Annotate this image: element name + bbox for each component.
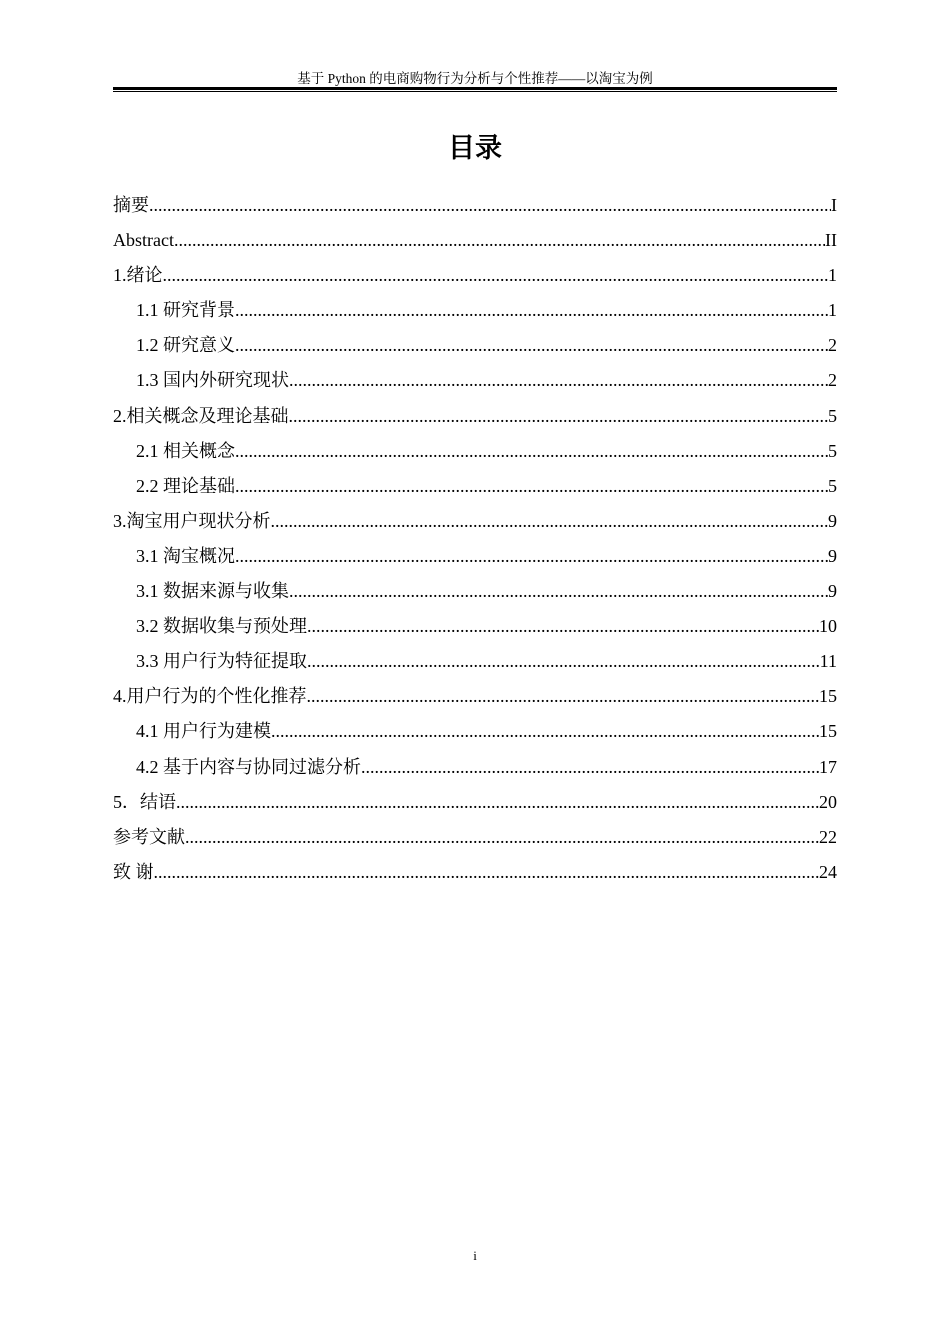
toc-entry-label: 2.2 理论基础 <box>136 475 235 496</box>
toc-entry[interactable] <box>113 509 837 544</box>
toc-entry-page: I <box>831 195 837 215</box>
toc-entry-page: 22 <box>819 826 837 847</box>
toc-entry-label: 3.1 淘宝概况 <box>136 545 235 566</box>
dot-leader <box>149 193 831 218</box>
toc-entry[interactable] <box>113 790 837 825</box>
toc-entry[interactable] <box>113 193 837 228</box>
dot-leader <box>289 368 828 393</box>
dot-leader <box>271 719 819 744</box>
toc-entry-label: 3.淘宝用户现状分析 <box>113 510 271 531</box>
toc-entry-label: 2.相关概念及理论基础 <box>113 405 289 426</box>
toc-entry[interactable] <box>113 368 837 403</box>
toc-entry-label: 致 谢 <box>113 861 154 882</box>
toc-entry[interactable] <box>113 719 837 754</box>
toc-entry-label: Abstract <box>113 230 174 251</box>
toc-entry-page: 1 <box>828 300 837 321</box>
toc-entry[interactable] <box>113 614 837 649</box>
toc-entry-page: 5 <box>828 475 837 496</box>
toc-entry-label: 3.1 数据来源与收集 <box>136 581 289 602</box>
toc-entry-label: 4.2 基于内容与协同过滤分析 <box>136 756 361 777</box>
dot-leader <box>307 684 820 709</box>
toc-entry-label: 1.2 研究意义 <box>136 335 235 356</box>
toc-entry-page: 5 <box>828 440 837 461</box>
header-rule-thick <box>113 87 837 90</box>
toc-entry-page: 20 <box>819 791 837 812</box>
dot-leader <box>185 825 819 850</box>
toc-entry-page: 5 <box>828 405 837 426</box>
toc-entry-page: 24 <box>819 861 837 882</box>
toc-entry[interactable] <box>113 474 837 509</box>
toc-entry[interactable] <box>113 579 837 614</box>
dot-leader <box>289 579 828 604</box>
page-number: i <box>473 1248 477 1263</box>
toc-entry[interactable] <box>113 860 837 895</box>
running-header: 基于 Python 的电商购物行为分析与个性推荐——以淘宝为例 <box>297 71 653 86</box>
dot-leader <box>235 544 828 569</box>
dot-leader <box>235 298 828 323</box>
toc-entry[interactable] <box>113 333 837 368</box>
toc-entry-label: 3.3 用户行为特征提取 <box>136 651 307 672</box>
dot-leader <box>174 228 825 253</box>
dot-leader <box>289 404 829 429</box>
table-of-contents <box>113 193 837 895</box>
toc-entry[interactable] <box>113 544 837 579</box>
toc-entry-page: 15 <box>819 686 837 707</box>
dot-leader <box>361 755 819 780</box>
toc-entry[interactable] <box>113 755 837 790</box>
toc-entry[interactable] <box>113 649 837 684</box>
dot-leader <box>307 614 819 639</box>
toc-entry-page: 17 <box>819 756 837 777</box>
toc-entry[interactable] <box>113 263 837 298</box>
toc-entry-label: 摘要 <box>113 195 149 215</box>
toc-entry-label: 1.绪论 <box>113 265 163 286</box>
toc-entry-page: 2 <box>828 370 837 391</box>
toc-entry-page: 9 <box>828 545 837 566</box>
dot-leader <box>163 263 829 288</box>
toc-entry-label: 3.2 数据收集与预处理 <box>136 616 307 637</box>
dot-leader <box>154 860 820 885</box>
dot-leader <box>235 474 828 499</box>
dot-leader <box>307 649 820 674</box>
dot-leader <box>271 509 829 534</box>
toc-entry-label: 4.用户行为的个性化推荐 <box>113 686 307 707</box>
toc-entry-label: 1.1 研究背景 <box>136 300 235 321</box>
toc-entry-page: 11 <box>819 651 837 672</box>
header-rule-thin <box>113 91 837 92</box>
toc-entry-label: 参考文献 <box>113 826 185 847</box>
toc-entry-label: 1.3 国内外研究现状 <box>136 370 289 391</box>
toc-entry[interactable] <box>113 684 837 719</box>
toc-entry-label: 4.1 用户行为建模 <box>136 721 271 742</box>
page-title: 目录 <box>448 133 502 164</box>
toc-entry-page: 9 <box>828 510 837 531</box>
toc-entry[interactable] <box>113 404 837 439</box>
toc-entry[interactable] <box>113 439 837 474</box>
dot-leader <box>176 790 819 815</box>
toc-entry-label: 2.1 相关概念 <box>136 440 235 461</box>
toc-entry[interactable] <box>113 825 837 860</box>
dot-leader <box>235 333 828 358</box>
toc-entry[interactable] <box>113 298 837 333</box>
toc-entry-page: 9 <box>828 581 837 602</box>
toc-entry-page: 10 <box>819 616 837 637</box>
toc-entry-page: II <box>825 230 837 251</box>
toc-entry-page: 15 <box>819 721 837 742</box>
toc-entry-page: 2 <box>828 335 837 356</box>
toc-entry[interactable] <box>113 228 837 263</box>
toc-entry-page: 1 <box>828 265 837 286</box>
dot-leader <box>235 439 828 464</box>
toc-entry-label: 5．结语 <box>113 791 176 812</box>
